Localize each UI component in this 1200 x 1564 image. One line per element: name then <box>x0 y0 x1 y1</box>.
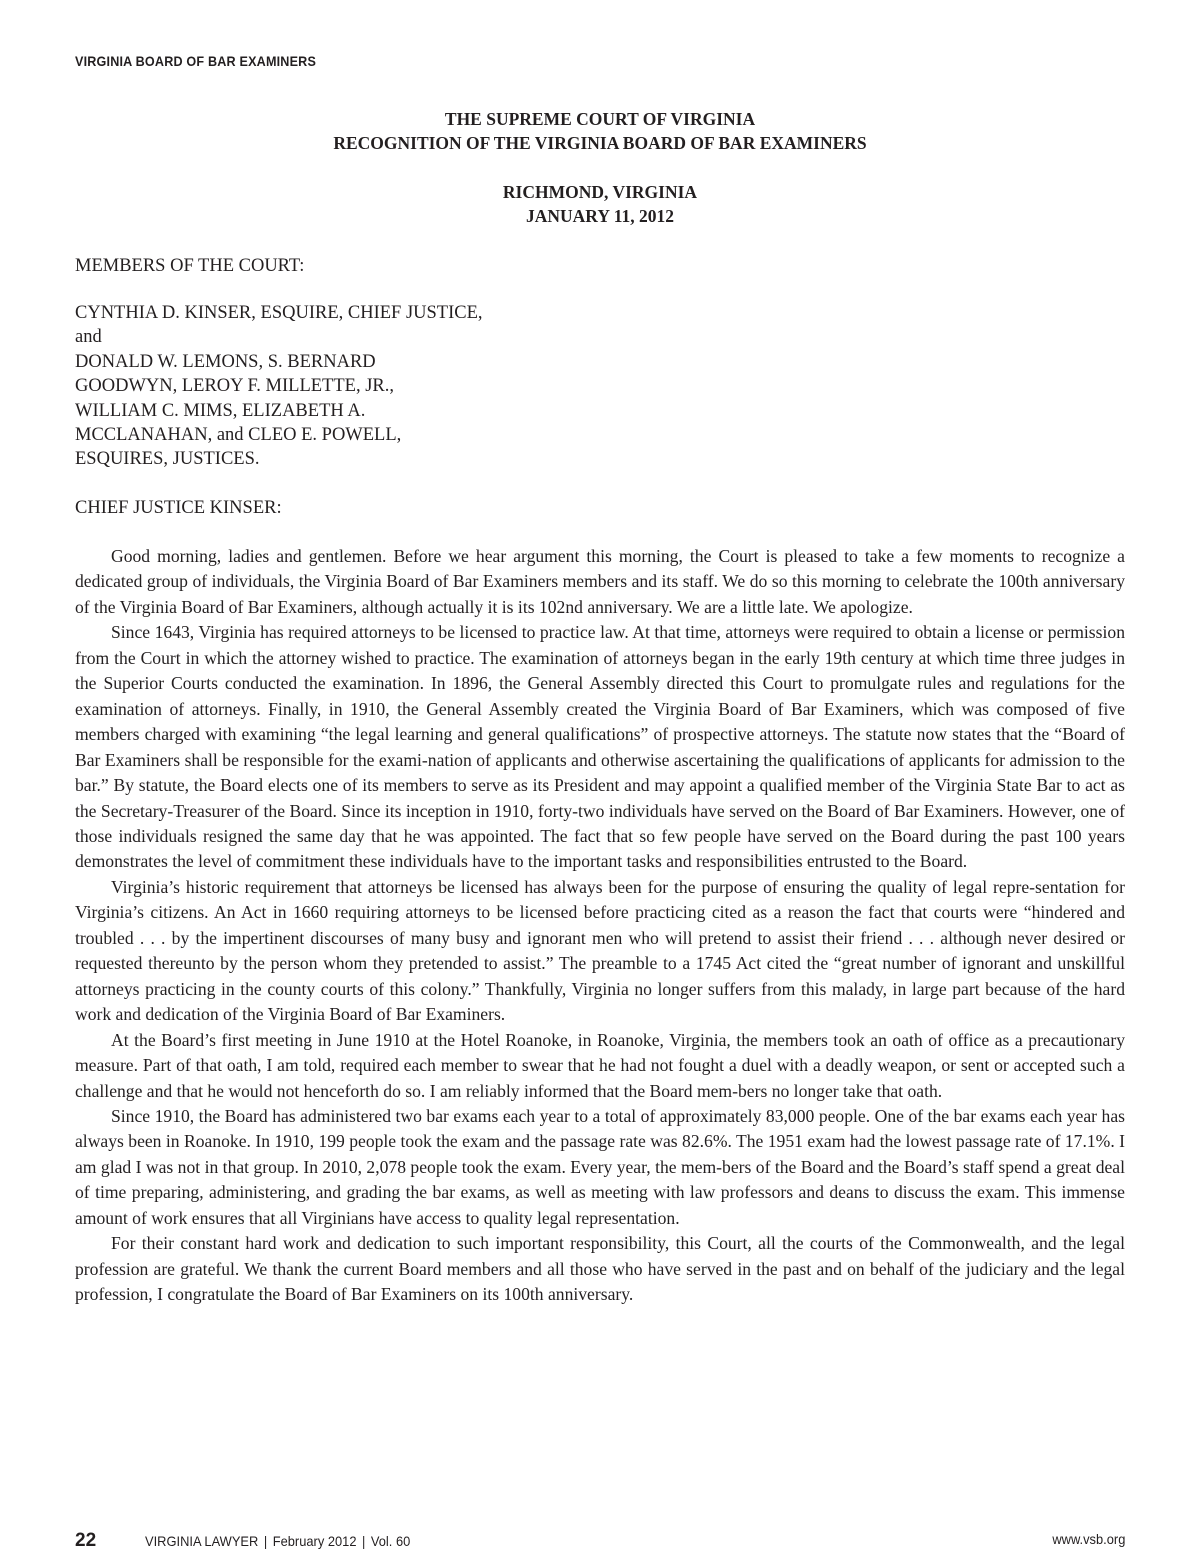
document-title <box>0 107 1200 155</box>
body-paragraph: For their constant hard work and dedication to such important responsibility, this Court, all the courts of the Commonwealth, and the legal profession are grateful. We thank the current Board members and all those who have served in the past and on behalf of the judiciary and the legal profession, I congratulate the Board of Bar Examiners on its 100th anniversary. <box>75 1233 1125 1305</box>
members-label: MEMBERS OF THE COURT: <box>75 256 305 276</box>
running-head: VIRGINIA BOARD OF BAR EXAMINERS <box>75 53 317 69</box>
body-paragraph: Since 1643, Virginia has required attorneys to be licensed to practice law. At that time, attorneys were required to obtain a license or permission from the Court in which the attorney wished to practice. The examination of attorneys began in the early 19th century at which time three judges in the Superior Courts conducted the examination. In 1896, the General Assembly directed this Court to promulgate rules and regulations for the examination of attorneys. Finally, in 1910, the General Assembly created the Virginia Board of Bar Examiners, which was composed of five members charged with examining “the legal learning and general qualifications” of prospective attorneys. The statute now states that the “Board of Bar Examiners shall be responsible for the exami-nation of applicants and otherwise ascertaining the qualifications of applicants for admission to the bar.” By statute, the Board elects one of its members to serve as its President and may appoint a qualified member of the Virginia State Bar to act as the Secretary-Treasurer of the Board. Since its inception in 1910, forty-two individuals have served on the Board of Bar Examiners. However, one of those individuals resigned the same day that he was appointed. The fact that so few people have served on the Board during the past 100 years demonstrates the level of commitment these individuals have to the important tasks and responsibilities entrusted to the Board. <box>75 622 1125 872</box>
publication-info <box>145 1533 410 1549</box>
title-place: RICHMOND, VIRGINIA <box>502 182 698 202</box>
body-text <box>75 544 1125 1308</box>
body-paragraph: Since 1910, the Board has administered two bar exams each year to a total of approximately 83,000 people. One of the bar exams each year has always been in Roanoke. In 1910, 199 people took the exam and the passage rate was 82.6%. The 1951 exam had the lowest passage rate of 17.1%. I am glad I was not in that group. In 2010, 2,078 people took the exam. Every year, the mem-bers of the Board and the Board’s staff spend a great deal of time preparing, administering, and grading the bar exams, as well as meeting with law professors and deans to discuss the exam. This immense amount of work ensures that all Virginians have access to quality legal representation. <box>75 1105 1125 1228</box>
separator: | <box>263 1533 268 1549</box>
members-line: WILLIAM C. MIMS, ELIZABETH A. <box>75 400 366 421</box>
body-paragraph: Good morning, ladies and gentlemen. Before we hear argument this morning, the Court is pleased to take a few moments to recognize a dedicated group of individuals, the Virginia Board of Bar Examiners members and its staff. We do so this morning to celebrate the 100th anniversary of the Virginia Board of Bar Examiners, although actually it is its 102nd anniversary. We are a little late. We apologize. <box>75 546 1125 617</box>
members-line: DONALD W. LEMONS, S. BERNARD <box>75 351 376 372</box>
title-line-recognition: RECOGNITION OF THE VIRGINIA BOARD OF BAR EXAMINERS <box>333 133 867 153</box>
members-line: MCCLANAHAN, and CLEO E. POWELL, <box>75 425 402 446</box>
members-line: and <box>75 327 102 348</box>
members-line: GOODWYN, LEROY F. MILLETTE, JR., <box>75 376 394 397</box>
members-list <box>75 301 515 472</box>
location-date <box>0 180 1200 228</box>
issue-date: February 2012 <box>272 1533 357 1549</box>
body-paragraph: Virginia’s historic requirement that attorneys be licensed has always been for the purpose of ensuring the quality of legal repre-sentation for Virginia’s citizens. An Act in 1660 requiring attorneys to be licensed before practicing cited as a reason the fact that courts were “hindered and troubled . . . by the impertinent discourses of many busy and ignorant men who will pretend to assist their friend . . . although never desired or requested thereunto by the person whom they pretended to assist.” The preamble to a 1745 Act cited the “great number of ignorant and unskillful attorneys practicing in the county courts of this colony.” Thankfully, Virginia no longer suffers from this malady, in large part because of the hard work and dedication of the Virginia Board of Bar Examiners. <box>75 876 1125 1025</box>
website-link[interactable]: www.vsb.org <box>1051 1531 1125 1547</box>
page-number: 22 <box>75 1530 97 1551</box>
publication-name: VIRGINIA LAWYER <box>145 1533 259 1549</box>
body-paragraph: At the Board’s first meeting in June 1910 at the Hotel Roanoke, in Roanoke, Virginia, the members took an oath of office as a precautionary measure. Part of that oath, I am told, required each member to swear that he had not fought a duel with a deadly weapon, or sent or accepted such a challenge and that he would not henceforth do so. I am reliably informed that the Board mem-bers no longer take that oath. <box>75 1029 1125 1101</box>
separator: | <box>362 1533 366 1549</box>
members-line: ESQUIRES, JUSTICES. <box>75 449 260 470</box>
members-line: CYNTHIA D. KINSER, ESQUIRE, CHIEF JUSTICE, <box>75 303 483 323</box>
title-line-court: THE SUPREME COURT OF VIRGINIA <box>444 109 756 129</box>
page-footer <box>75 1530 1125 1556</box>
title-date: JANUARY 11, 2012 <box>526 206 674 226</box>
speaker-label: CHIEF JUSTICE KINSER: <box>75 498 282 518</box>
volume: Vol. 60 <box>370 1533 411 1549</box>
